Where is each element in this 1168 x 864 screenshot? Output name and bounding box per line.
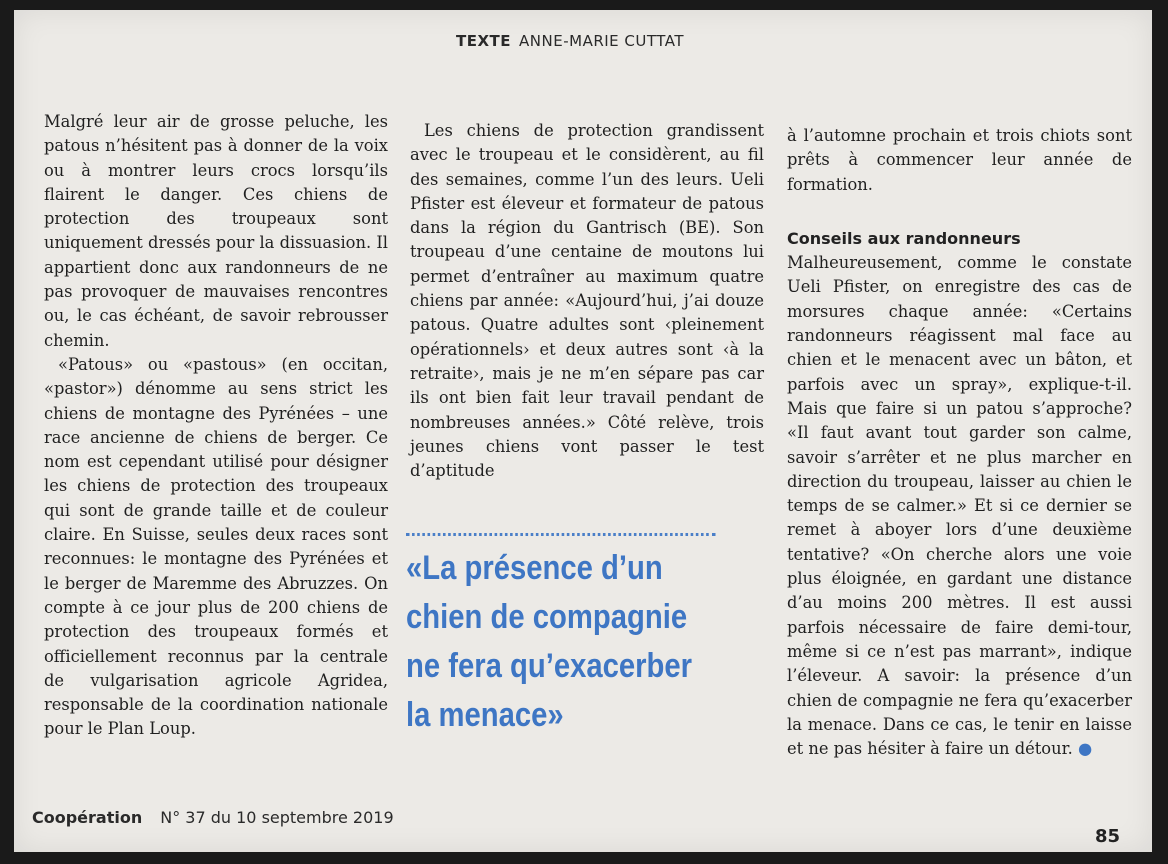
publication-name: Coopération [32, 808, 143, 827]
byline [456, 32, 684, 50]
pull-quote-line: la menace» [406, 696, 564, 734]
column-3 [787, 124, 1132, 761]
pull-quote [406, 533, 716, 740]
pull-quote-line: ne fera qu’exacerber [406, 647, 693, 685]
column-2 [410, 119, 764, 483]
paragraph: à l’automne prochain et trois chiots sont prêts à commencer leur année de formation. [787, 126, 1132, 194]
page-number: 85 [1095, 826, 1121, 847]
pull-quote-line: «La présence d’un [406, 549, 663, 587]
issue-info: N° 37 du 10 septembre 2019 [160, 808, 394, 827]
texte-label: TEXTE [456, 32, 512, 50]
author-name: ANNE-MARIE CUTTAT [519, 32, 685, 50]
column-1 [44, 110, 388, 742]
paragraph: Les chiens de protection grandissent avec le troupeau et le considèrent, au fil des semaines, comme l’un des leurs. Ueli Pfister est éleveur et formateur de patous dans la région du Gantrisch (BE). Son troupeau d’une centaine de moutons lui permet d’entraîner au maximum quatre chiens par année: «Aujourd’hui, j’ai douze patous. Quatre adultes sont ‹pleinement opérationnels› et deux autres sont ‹à la retraite›, mais je ne m’en sépare pas car ils ont bien fait leur travail pendant de nombreuses années.» Côté relève, trois jeunes chiens vont passer le test d’aptitude [410, 121, 764, 481]
subheading: Conseils aux randonneurs [787, 228, 1021, 248]
paragraph: «Patous» ou «pastous» (en occitan, «pastor») dénomme au sens strict les chiens de montagne des Pyrénées – une race ancienne de chiens de berger. Ce nom est cependant utilisé pour désigner les chiens de protection des troupeaux qui sont de grande taille et de couleur claire. En Suisse, seules deux races sont reconnues: le montagne des Pyrénées et le berger de Maremme des Abruzzes. On compte à ce jour plus de 200 chiens de protection des troupeaux formés et officiellement reconnus par la centrale de vulgarisation agricole Agridea, responsable de la coordination nationale pour le Plan Loup. [44, 354, 388, 739]
end-mark-icon: ● [1077, 739, 1093, 759]
paragraph [787, 251, 1132, 761]
paragraph: Malgré leur air de grosse peluche, les patous n’hésitent pas à donner de la voix ou à montrer leurs crocs lorsqu’ils flairent le danger. Ces chiens de protection des troupeaux sont uniquement dressés pour la dissuasion. Il appartient donc aux randonneurs de ne pas provoquer de mauvaises rencontres ou, le cas échéant, de savoir rebrousser chemin. [44, 112, 388, 350]
pull-quote-line: chien de compagnie [406, 598, 688, 636]
paragraph-text: Malheureusement, comme le constate Ueli Pfister, on enregistre des cas de morsures chaque année: «Certains randonneurs réagissent mal face au chien et le menacent avec un bâton, et parfois avec un spray», explique-t-il. Mais que faire si un patou s’approche? «Il faut avant tout garder son calme, savoir s’arrêter et ne plus marcher en direction du troupeau, laisser au chien le temps de se calmer.» Et si ce dernier se remet à aboyer lors d’une deuxième tentative? «On cherche alors une voie plus éloignée, en gardant une distance d’au moins 200 mètres. Il est aussi parfois nécessaire de faire demi-tour, même si ce n’est pas marrant», indique l’éleveur. A savoir: la présence d’un chien de compagnie ne fera qu’exacerber la menace. Dans ce cas, le tenir en laisse et ne pas hésiter à faire un détour. [787, 253, 1132, 759]
footer [32, 808, 394, 827]
